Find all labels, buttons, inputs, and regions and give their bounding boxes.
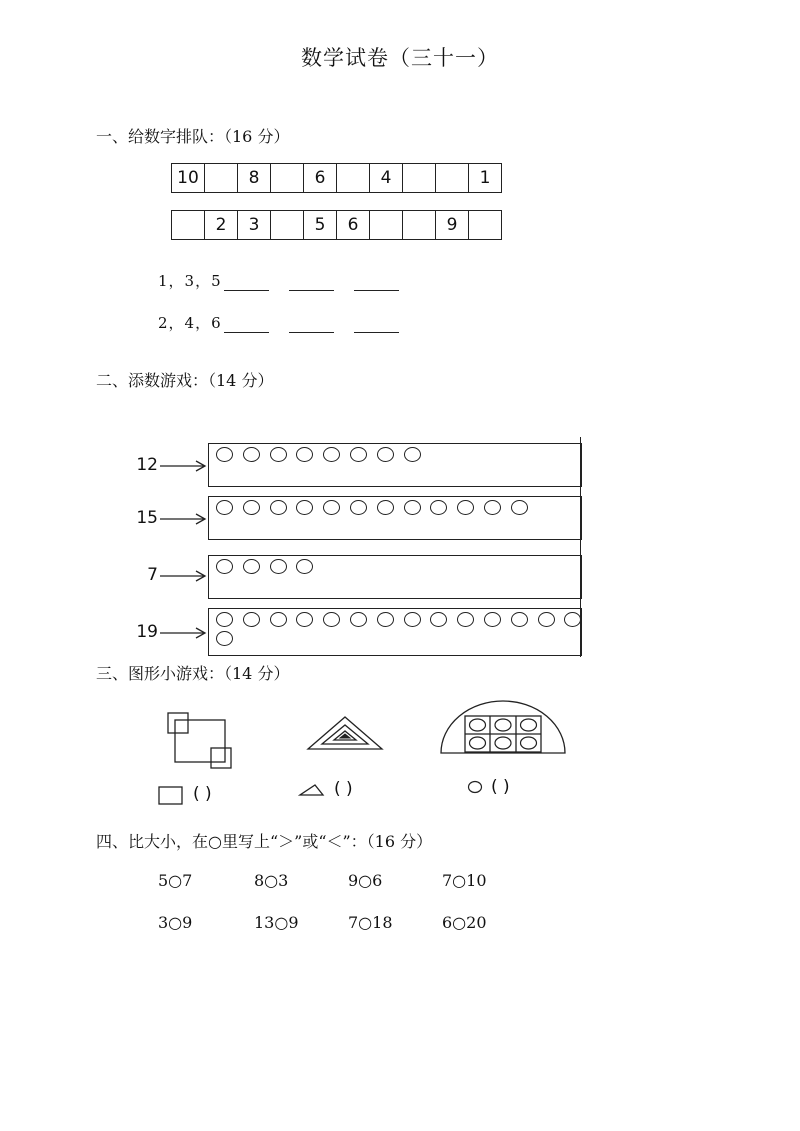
compare-item[interactable]: 5○7: [158, 871, 193, 890]
number-cell[interactable]: 10: [171, 163, 205, 193]
count-circle: [243, 612, 260, 627]
sequence-odd: [158, 270, 399, 291]
number-cell[interactable]: [336, 163, 370, 193]
circle-bar: [208, 496, 582, 540]
number-cell[interactable]: 6: [336, 210, 370, 240]
compare-item[interactable]: 7○18: [348, 913, 393, 932]
answer-blank[interactable]: [354, 318, 399, 333]
count-circle: [404, 612, 421, 627]
answer-parentheses[interactable]: ( ): [491, 777, 510, 797]
count-circle: [350, 612, 367, 627]
arrow-icon: [160, 458, 208, 474]
number-cell[interactable]: [435, 163, 469, 193]
number-row-1: [172, 163, 502, 193]
section4-heading: 四、比大小，在○里写上“＞”或“＜”：（16 分）: [96, 832, 433, 851]
answer-parentheses[interactable]: ( ): [193, 784, 212, 804]
count-circle: [430, 612, 447, 627]
number-row-2: [172, 210, 502, 240]
number-cell[interactable]: [270, 163, 304, 193]
count-label: 19: [136, 622, 158, 642]
answer-blank[interactable]: [224, 276, 269, 291]
count-circle: [216, 612, 233, 627]
compare-item[interactable]: 13○9: [254, 913, 299, 932]
square-icon: [158, 786, 184, 806]
count-circle: [216, 559, 233, 574]
number-cell[interactable]: [270, 210, 304, 240]
count-circle: [296, 500, 313, 515]
number-cell[interactable]: [402, 163, 436, 193]
count-circle: [270, 612, 287, 627]
circle-bar: [208, 555, 582, 599]
answer-blank[interactable]: [354, 276, 399, 291]
number-cell[interactable]: 9: [435, 210, 469, 240]
count-circle: [484, 612, 501, 627]
number-cell[interactable]: [171, 210, 205, 240]
circle-bar: [208, 443, 582, 487]
answer-blank[interactable]: [224, 318, 269, 333]
number-cell[interactable]: 3: [237, 210, 271, 240]
sequence-prefix: 2，4，6: [158, 314, 222, 332]
count-label: 15: [136, 508, 158, 528]
compare-item[interactable]: 3○9: [158, 913, 193, 932]
section3-heading: 三、图形小游戏：（14 分）: [96, 664, 290, 683]
triangles-figure: [304, 713, 386, 753]
count-circle: [538, 612, 555, 627]
circle-bar: [208, 608, 582, 656]
compare-item[interactable]: 7○10: [442, 871, 487, 890]
page-title: 数学试卷（三十一）: [301, 46, 499, 70]
count-circle: [377, 500, 394, 515]
count-circle: [511, 500, 528, 515]
count-circle: [404, 447, 421, 462]
count-circle: [270, 500, 287, 515]
triangle-icon: [298, 782, 326, 798]
count-circle: [564, 612, 581, 627]
count-circle: [430, 500, 447, 515]
count-circle: [243, 500, 260, 515]
number-cell[interactable]: 6: [303, 163, 337, 193]
count-circle: [484, 500, 501, 515]
number-cell[interactable]: [204, 163, 238, 193]
answer-blank[interactable]: [289, 276, 334, 291]
count-label: 12: [136, 455, 158, 475]
number-cell[interactable]: [369, 210, 403, 240]
count-circle: [511, 612, 528, 627]
arrow-icon: [160, 568, 208, 584]
answer-blank[interactable]: [289, 318, 334, 333]
count-circle: [270, 559, 287, 574]
count-circle: [296, 447, 313, 462]
count-circle: [296, 612, 313, 627]
count-circle: [323, 447, 340, 462]
count-circle: [296, 559, 313, 574]
count-circle: [243, 447, 260, 462]
count-circle: [404, 500, 421, 515]
sequence-even: [158, 312, 399, 333]
number-cell[interactable]: 4: [369, 163, 403, 193]
arrow-icon: [160, 511, 208, 527]
number-cell[interactable]: [468, 210, 502, 240]
answer-parentheses[interactable]: ( ): [334, 779, 353, 799]
count-circle: [457, 612, 474, 627]
count-circle: [216, 447, 233, 462]
number-cell[interactable]: 2: [204, 210, 238, 240]
section2-heading: 二、添数游戏：（14 分）: [96, 371, 274, 390]
squares-figure: [155, 708, 245, 774]
count-circle: [270, 447, 287, 462]
compare-item[interactable]: 8○3: [254, 871, 289, 890]
count-circle: [323, 612, 340, 627]
count-label: 7: [147, 565, 158, 585]
count-circle: [243, 559, 260, 574]
count-circle: [350, 447, 367, 462]
number-cell[interactable]: [402, 210, 436, 240]
arrow-icon: [160, 625, 208, 641]
number-cell[interactable]: 5: [303, 210, 337, 240]
count-circle: [377, 447, 394, 462]
number-cell[interactable]: 8: [237, 163, 271, 193]
section1-heading: 一、给数字排队：（16 分）: [96, 127, 290, 146]
count-circle: [216, 500, 233, 515]
number-cell[interactable]: 1: [468, 163, 502, 193]
count-circle: [323, 500, 340, 515]
compare-item[interactable]: 6○20: [442, 913, 487, 932]
count-circle: [377, 612, 394, 627]
sequence-prefix: 1，3，5: [158, 272, 222, 290]
compare-item[interactable]: 9○6: [348, 871, 383, 890]
count-circle: [457, 500, 474, 515]
semicircle-figure: [438, 700, 568, 756]
circle-icon: [467, 780, 483, 794]
count-circle: [350, 500, 367, 515]
count-circle: [216, 631, 233, 646]
